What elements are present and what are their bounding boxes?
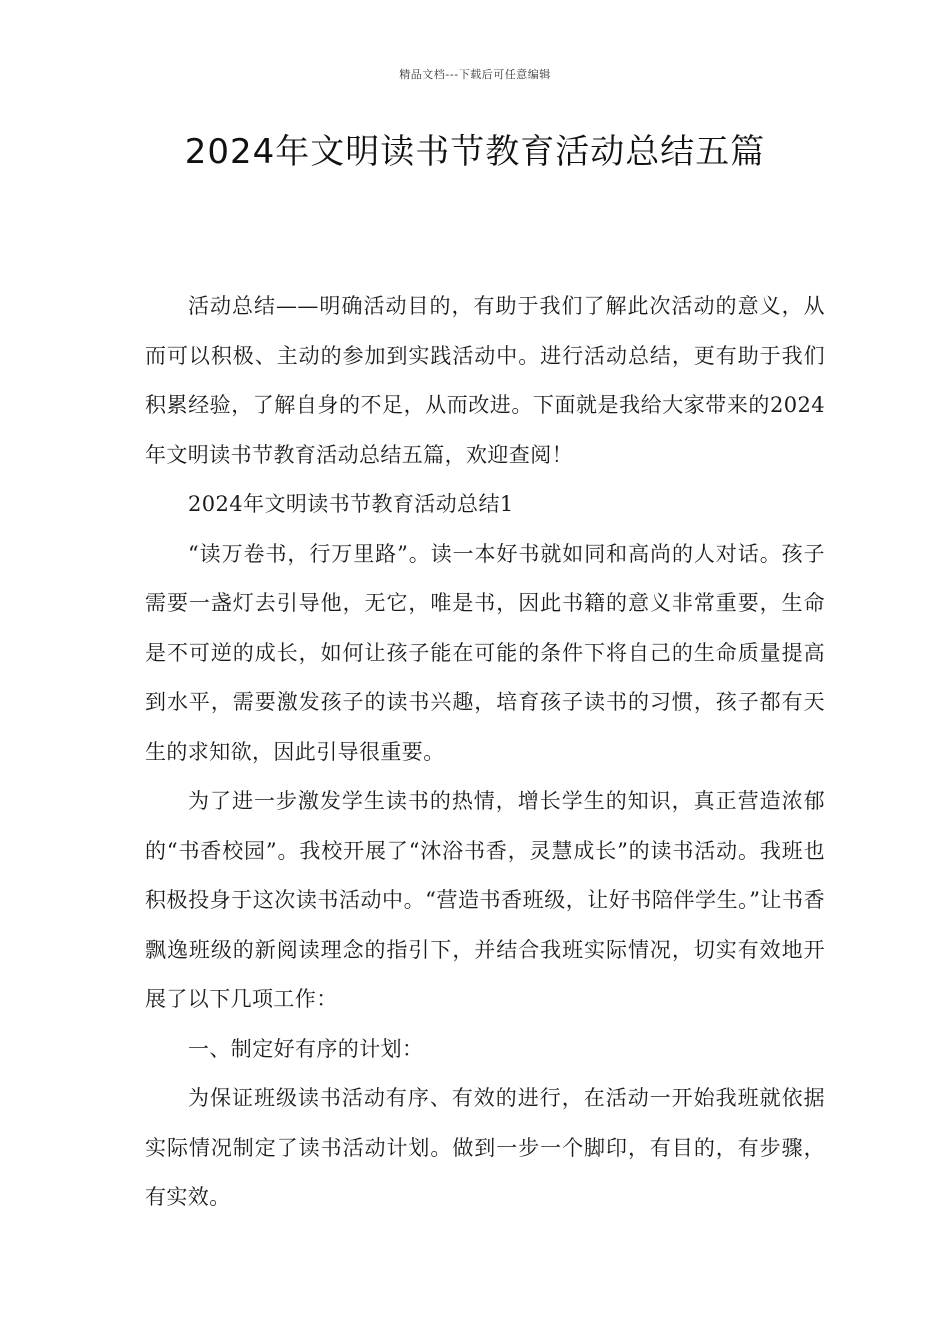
body-paragraph: “读万卷书，行万里路”。读一本好书就如同和高尚的人对话。孩子需要一盏灯去引导他，无它，唯是书，因此书籍的意义非常重要，生命是不可逆的成长，如何让孩子能在可能的条件下将自己的生命质量提高到水平，需要激发孩子的读书兴趣，培育孩子读书的习惯，孩子都有天生的求知欲，因此引导很重要。 xyxy=(145,541,825,764)
intro-paragraph: 活动总结——明确活动目的，有助于我们了解此次活动的意义，从而可以积极、主动的参加到实践活动中。进行活动总结，更有助于我们积累经验，了解自身的不足，从而改进。下面就是我给大家带来的2024年文明读书节教育活动总结五篇，欢迎查阅！ xyxy=(145,294,825,467)
document-body xyxy=(145,282,825,1223)
header-note: 精品文档---下载后可任意编辑 xyxy=(399,68,551,81)
subsection-heading: 一、制定好有序的计划： xyxy=(188,1036,424,1061)
section-heading: 2024年文明读书节教育活动总结1 xyxy=(188,492,514,516)
body-paragraph: 为保证班级读书活动有序、有效的进行，在活动一开始我班就依据实际情况制定了读书活动计划。做到一步一个脚印，有目的，有步骤，有实效。 xyxy=(145,1086,825,1209)
body-paragraph: 为了进一步激发学生读书的热情，增长学生的知识，真正营造浓郁的“书香校园”。我校开展了“沐浴书香，灵慧成长”的读书活动。我班也积极投身于这次读书活动中。“营造书香班级，让好书陪伴学生。”让书香飘逸班级的新阅读理念的指引下，并结合我班实际情况，切实有效地开展了以下几项工作： xyxy=(145,789,825,1011)
document-title: 2024年文明读书节教育活动总结五篇 xyxy=(184,132,766,172)
